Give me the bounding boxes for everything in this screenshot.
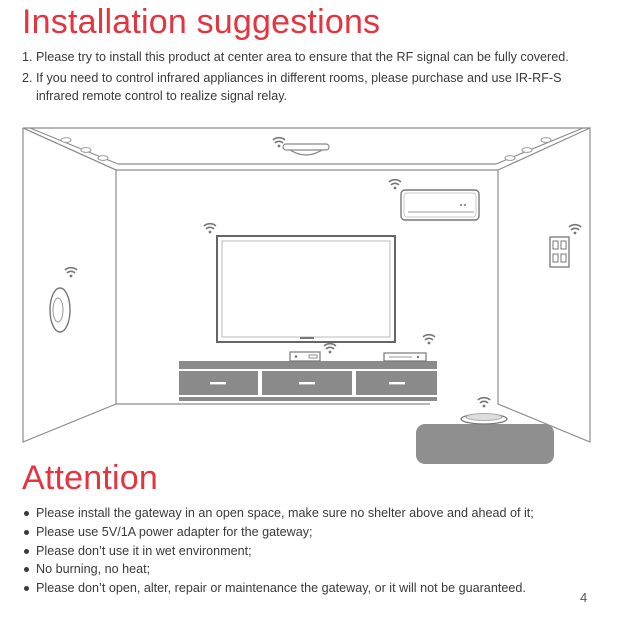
wifi-signal-icon	[478, 398, 490, 408]
installation-item	[22, 69, 602, 105]
attention-heading: Attention	[22, 459, 159, 497]
air-conditioner-icon	[389, 180, 479, 220]
gateway-icon	[461, 398, 507, 424]
wifi-signal-icon	[569, 225, 581, 235]
item-text: If you need to control infrared appliances in different rooms, please purchase and use IR-RF-S infrared remote control to realize signal relay.	[36, 71, 562, 103]
room-illustration	[0, 122, 635, 467]
wifi-signal-icon	[65, 268, 77, 278]
wifi-signal-icon	[204, 224, 216, 234]
item-number: 2.	[22, 71, 33, 85]
attention-item: Please install the gateway in an open space, make sure no shelter above and ahead of it;	[22, 504, 602, 523]
attention-item: Please don’t open, alter, repair or maintenance the gateway, or it will not be guaranteed.	[22, 579, 602, 598]
installation-list	[22, 48, 602, 108]
wall-switch-icon	[550, 225, 581, 267]
item-text: Please try to install this product at center area to ensure that the RF signal can be fully covered.	[36, 50, 569, 64]
item-number: 1.	[22, 50, 33, 64]
attention-item: No burning, no heat;	[22, 560, 602, 579]
television-icon	[204, 224, 395, 342]
attention-list	[22, 504, 602, 598]
attention-item: Please use 5V/1A power adapter for the gateway;	[22, 523, 602, 542]
wifi-signal-icon	[324, 344, 336, 354]
wifi-signal-icon	[389, 180, 401, 190]
left-wall	[23, 128, 116, 442]
ceiling-light-icon	[273, 138, 329, 155]
wifi-signal-icon	[423, 335, 435, 345]
tv-cabinet	[179, 361, 437, 401]
set-top-box-icon	[290, 344, 336, 361]
smoke-detector-icon	[50, 268, 77, 332]
installation-heading: Installation suggestions	[22, 3, 381, 41]
installation-item	[22, 48, 602, 66]
table	[416, 424, 554, 464]
attention-item: Please don’t use it in wet environment;	[22, 542, 602, 561]
page-number: 4	[580, 590, 588, 605]
